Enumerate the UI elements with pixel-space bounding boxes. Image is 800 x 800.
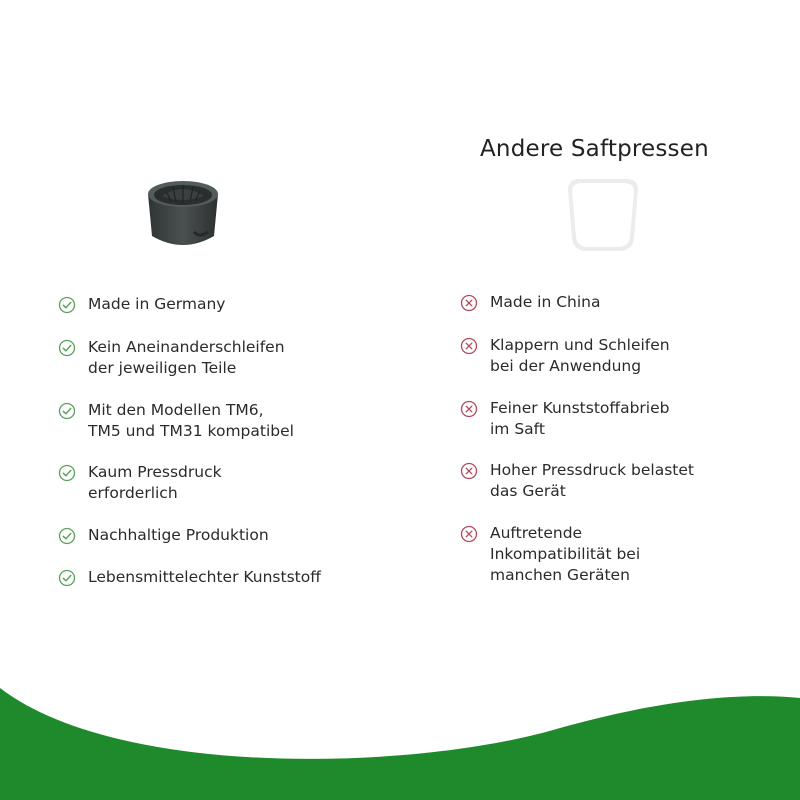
check-circle-icon bbox=[58, 569, 76, 587]
pros-item-text: Kein Aneinanderschleifen der jeweiligen Teile bbox=[88, 338, 285, 377]
cons-item-text: Hoher Pressdruck belastet das Gerät bbox=[490, 461, 694, 500]
pros-item-text: Nachhaltige Produktion bbox=[88, 526, 269, 544]
cons-item bbox=[460, 292, 601, 313]
product-image-citrus-press bbox=[138, 174, 228, 254]
x-circle-icon bbox=[460, 337, 478, 355]
pros-item-text: Kaum Pressdruck erforderlich bbox=[88, 463, 222, 502]
x-circle-icon bbox=[460, 525, 478, 543]
cons-item bbox=[460, 335, 670, 377]
pros-item bbox=[58, 294, 225, 315]
pros-item bbox=[58, 525, 269, 546]
pros-item-text: Made in Germany bbox=[88, 295, 226, 313]
check-circle-icon bbox=[58, 402, 76, 420]
check-circle-icon bbox=[58, 464, 76, 482]
x-circle-icon bbox=[460, 400, 478, 418]
cons-item bbox=[460, 523, 640, 586]
x-circle-icon bbox=[460, 462, 478, 480]
x-circle-icon bbox=[460, 294, 478, 312]
cons-item-text: Klappern und Schleifen bei der Anwendung bbox=[490, 336, 670, 375]
pros-item bbox=[58, 337, 285, 379]
pros-item bbox=[58, 400, 294, 442]
pros-item-text: Lebensmittelechter Kunststoff bbox=[88, 568, 321, 586]
green-wave-decoration bbox=[0, 640, 800, 800]
check-circle-icon bbox=[58, 527, 76, 545]
pros-item-text: Mit den Modellen TM6, TM5 und TM31 kompatibel bbox=[88, 401, 294, 440]
cons-item-text: Feiner Kunststoffabrieb im Saft bbox=[490, 399, 670, 438]
cons-item bbox=[460, 460, 694, 502]
pros-item bbox=[58, 462, 222, 504]
pros-item bbox=[58, 567, 321, 588]
check-circle-icon bbox=[58, 296, 76, 314]
check-circle-icon bbox=[58, 339, 76, 357]
cons-item bbox=[460, 398, 669, 440]
other-juicers-heading: Andere Saftpressen bbox=[480, 136, 709, 162]
product-image-other-juicer bbox=[562, 176, 644, 256]
cons-item-text: Auftretende Inkompatibilität bei manchen Geräten bbox=[490, 524, 641, 584]
cons-item-text: Made in China bbox=[490, 293, 601, 311]
